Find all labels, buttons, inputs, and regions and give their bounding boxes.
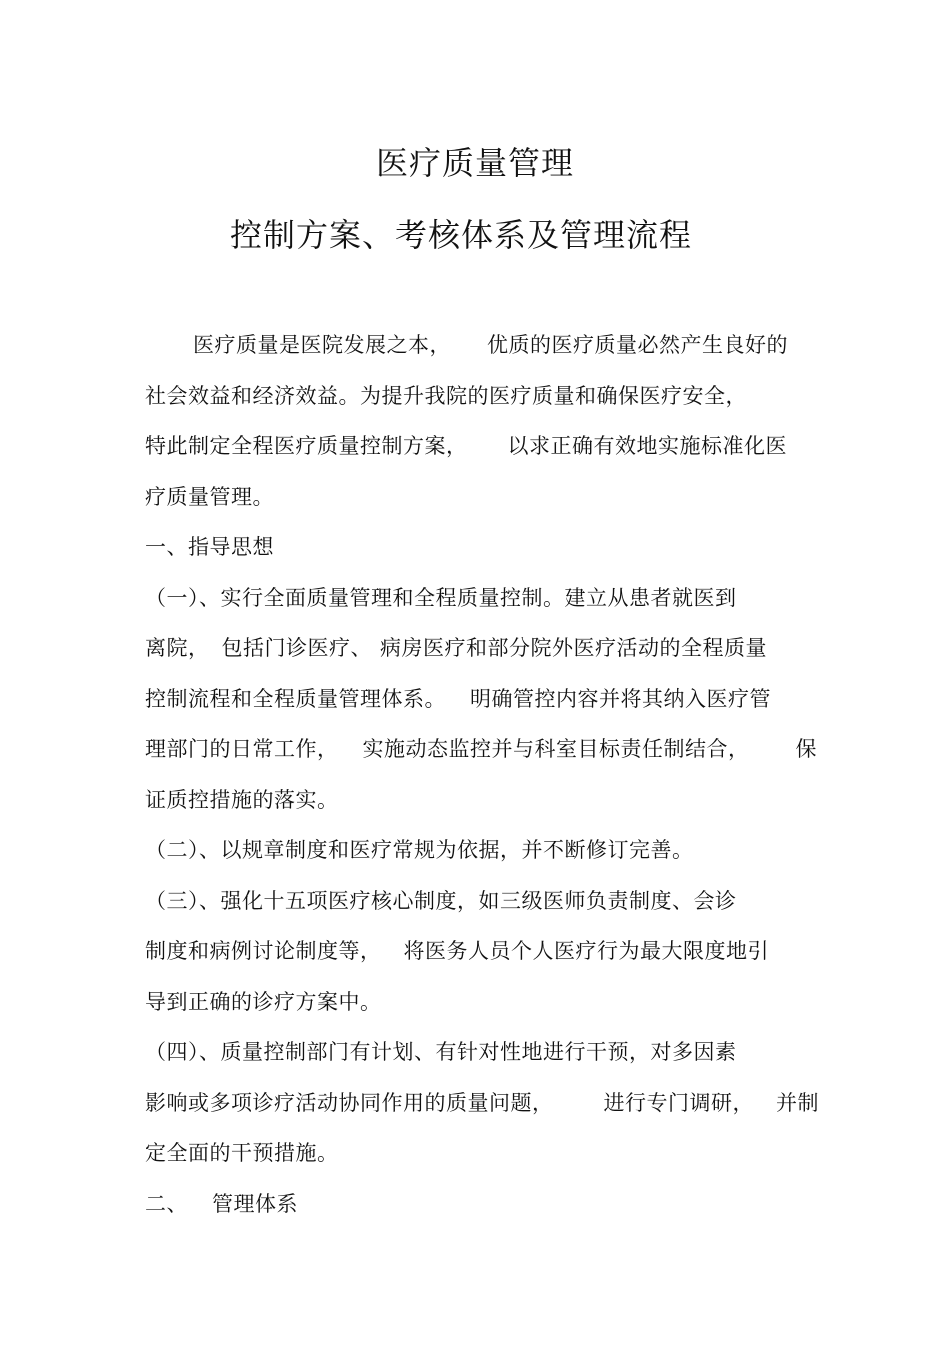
text-segment: 包括门诊医疗、 — [221, 636, 372, 660]
text-segment: 实施动态监控并与科室目标责任制结合， — [362, 737, 750, 761]
text-segment: 社会效益和经济效益。为提升我院的医疗质量和确保医疗安全， — [145, 383, 747, 408]
item-2-line-1 — [145, 825, 825, 876]
document-title: 医疗质量管理 — [375, 144, 574, 182]
paragraph-intro-line-1 — [145, 320, 825, 371]
item-1-line-5 — [145, 775, 825, 826]
text-segment: 二、 — [145, 1191, 188, 1216]
text-segment: （四）、质量控制部门有计划、有针对性地进行干预，对多因素 — [145, 1040, 737, 1064]
text-segment: 病房医疗和部分院外医疗活动的全程质量 — [380, 636, 767, 660]
item-1-line-3 — [145, 674, 825, 725]
document-subtitle: 控制方案、考核体系及管理流程 — [230, 216, 693, 254]
item-3-line-2 — [145, 926, 825, 977]
text-segment: 疗质量管理。 — [145, 484, 274, 509]
text-segment: 进行专门调研， — [603, 1090, 754, 1115]
item-4-line-1 — [145, 1027, 825, 1078]
text-segment: 制度和病例讨论制度等， — [145, 939, 382, 963]
text-segment: 理部门的日常工作， — [145, 737, 339, 761]
item-4-line-2 — [145, 1078, 825, 1129]
text-segment: 优质的医疗质量必然产生良好的 — [487, 333, 788, 357]
text-segment: 并制 — [776, 1090, 819, 1115]
item-4-line-3 — [145, 1128, 825, 1179]
text-segment: 明确管控内容并将其纳入医疗管 — [470, 686, 771, 711]
paragraph-intro-line-2 — [145, 371, 825, 422]
text-segment: 导到正确的诊疗方案中。 — [145, 989, 382, 1014]
document-body — [145, 320, 825, 1229]
item-1-line-2 — [145, 623, 825, 674]
text-segment: 影响或多项诊疗活动协同作用的质量问题， — [145, 1090, 554, 1115]
text-segment: 离院， — [145, 636, 210, 660]
text-segment: 一、指导思想 — [145, 535, 274, 559]
text-segment: （一）、实行全面质量管理和全程质量控制。建立从患者就医到 — [145, 585, 737, 610]
item-3-line-3 — [145, 977, 825, 1028]
item-1-line-4 — [145, 724, 825, 775]
text-segment: 特此制定全程医疗质量控制方案， — [145, 434, 468, 458]
text-segment: （三）、强化十五项医疗核心制度，如三级医师负责制度、会诊 — [145, 888, 737, 913]
text-segment: （二）、以规章制度和医疗常规为依据，并不断修订完善。 — [145, 838, 694, 862]
paragraph-intro-line-3 — [145, 421, 825, 472]
section-heading-1 — [145, 522, 825, 573]
text-segment: 管理体系 — [212, 1191, 298, 1216]
text-segment: 医疗质量是医院发展之本， — [193, 333, 451, 357]
text-segment: 证质控措施的落实。 — [145, 787, 339, 812]
section-heading-2 — [145, 1179, 825, 1230]
text-segment: 将医务人员个人医疗行为最大限度地引 — [403, 939, 769, 963]
item-3-line-1 — [145, 876, 825, 927]
text-segment: 控制流程和全程质量管理体系。 — [145, 686, 446, 711]
text-segment: 以求正确有效地实施标准化医 — [507, 434, 787, 458]
paragraph-intro-line-4 — [145, 472, 825, 523]
item-1-line-1 — [145, 573, 825, 624]
text-segment: 定全面的干预措施。 — [145, 1141, 339, 1165]
text-segment: 保 — [795, 737, 817, 761]
